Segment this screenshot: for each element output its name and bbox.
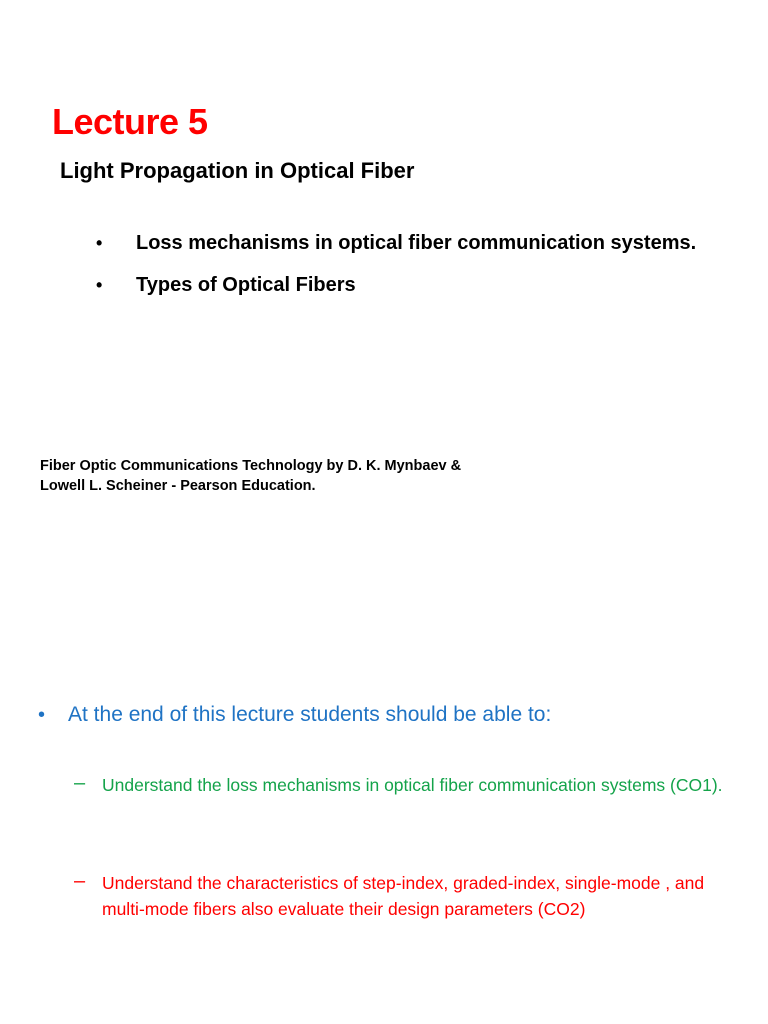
lecture-subtitle: Light Propagation in Optical Fiber (60, 158, 415, 183)
lecture-title: Lecture 5 (52, 101, 208, 142)
textbook-reference (40, 456, 600, 496)
topic-item (92, 230, 712, 256)
topic-text: Loss mechanisms in optical fiber communication systems. (136, 232, 697, 254)
bullet-icon: • (96, 275, 103, 295)
bullet-icon: • (38, 704, 46, 726)
dash-icon: – (74, 870, 86, 892)
topic-text: Types of Optical Fibers (136, 274, 356, 296)
objectives-heading (38, 700, 748, 730)
learning-outcome-co1 (74, 772, 742, 798)
outcome-text: Understand the loss mechanisms in optical fiber communication systems (CO1). (102, 775, 723, 795)
reference-line: Lowell L. Scheiner - Pearson Education. (40, 478, 316, 494)
bullet-icon: • (96, 233, 103, 253)
objectives-heading-text: At the end of this lecture students should be able to: (68, 703, 552, 726)
learning-outcome-co2 (74, 870, 742, 922)
reference-line: Fiber Optic Communications Technology by D. K. Mynbaev & (40, 458, 462, 474)
topic-list (92, 230, 712, 314)
dash-icon: – (74, 772, 86, 794)
topic-item (92, 272, 712, 298)
outcome-text: Understand the characteristics of step-index, graded-index, single-mode , and multi-mode fibers also evaluate their design parameters (CO2) (102, 873, 705, 919)
